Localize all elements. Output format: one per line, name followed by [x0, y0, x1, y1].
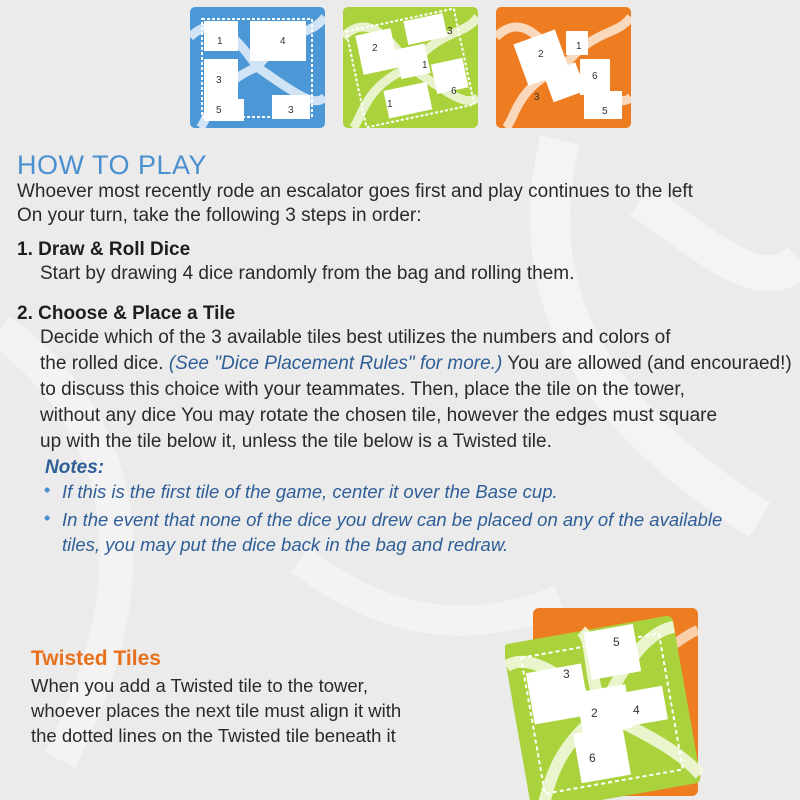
- blue-tile-number: 1: [217, 36, 223, 47]
- twisted-tile-number: 6: [589, 751, 596, 765]
- bullet-icon: •: [44, 508, 51, 528]
- step-2-line-2-start: the rolled dice.: [40, 353, 169, 374]
- green-tile-number: 1: [422, 60, 428, 71]
- twisted-tile-number: 4: [633, 703, 640, 717]
- step-1-text: Start by drawing 4 dice randomly from the bag and rolling them.: [40, 263, 575, 284]
- green-tile-number: 2: [372, 43, 378, 54]
- blue-tile-number: 4: [280, 36, 286, 47]
- orange-tile-number: 2: [538, 49, 544, 60]
- step-2-line-3: to discuss this choice with your teammates. Then, place the tile on the tower,: [40, 379, 685, 400]
- green-tile-number: 3: [447, 26, 453, 37]
- intro-line-1: Whoever most recently rode an escalator goes first and play continues to the left: [17, 181, 693, 202]
- how-to-play-heading: HOW TO PLAY: [17, 150, 208, 180]
- green-tile-number: 6: [451, 86, 457, 97]
- twisted-line-2: whoever places the next tile must align it with: [31, 700, 402, 721]
- twisted-line-3: the dotted lines on the Twisted tile beneath it: [31, 725, 396, 746]
- notes-title: Notes:: [45, 457, 105, 478]
- step-2-line-1: Decide which of the 3 available tiles best utilizes the numbers and colors of: [40, 327, 671, 348]
- twisted-tile-number: 2: [591, 706, 598, 720]
- orange-tile-number: 5: [602, 106, 608, 117]
- orange-tile-number: 1: [576, 41, 582, 52]
- dice-placement-rules-reference: (See "Dice Placement Rules" for more.): [168, 353, 503, 374]
- step-2-line-2-end: You are allowed (and encouraed!): [502, 353, 792, 374]
- green-tile-number: 1: [387, 99, 393, 110]
- orange-tile-number: 3: [534, 92, 540, 103]
- step-1-title: 1. Draw & Roll Dice: [17, 239, 191, 260]
- step-2-line-4: without any dice You may rotate the chosen tile, however the edges must square: [40, 405, 718, 426]
- orange-tile-number: 6: [592, 71, 598, 82]
- twisted-tiles-heading: Twisted Tiles: [31, 647, 161, 670]
- bullet-icon: •: [44, 480, 51, 500]
- step-2-line-2: [40, 353, 792, 375]
- blue-tile-number: 5: [216, 105, 222, 116]
- orange-tile: [496, 7, 631, 128]
- blue-tile-number: 3: [216, 75, 222, 86]
- blue-tile-number: 3: [288, 105, 294, 116]
- step-2-title: 2. Choose & Place a Tile: [17, 303, 236, 324]
- note-bullet-2-line-2: tiles, you may put the dice back in the bag and redraw.: [62, 534, 509, 555]
- twisted-line-1: When you add a Twisted tile to the tower,: [31, 675, 368, 696]
- note-bullet-1: If this is the first tile of the game, center it over the Base cup.: [62, 481, 558, 502]
- intro-line-2: On your turn, take the following 3 steps in order:: [17, 205, 422, 226]
- note-bullet-2-line-1: In the event that none of the dice you drew can be placed on any of the available: [62, 509, 723, 530]
- green-tile: [343, 7, 478, 128]
- twisted-tile-number: 3: [563, 667, 570, 681]
- twisted-tile-illustration: [505, 600, 705, 800]
- twisted-tile-number: 5: [613, 635, 620, 649]
- step-2-line-5: up with the tile below it, unless the tile below is a Twisted tile.: [40, 431, 552, 452]
- blue-tile: [190, 7, 325, 128]
